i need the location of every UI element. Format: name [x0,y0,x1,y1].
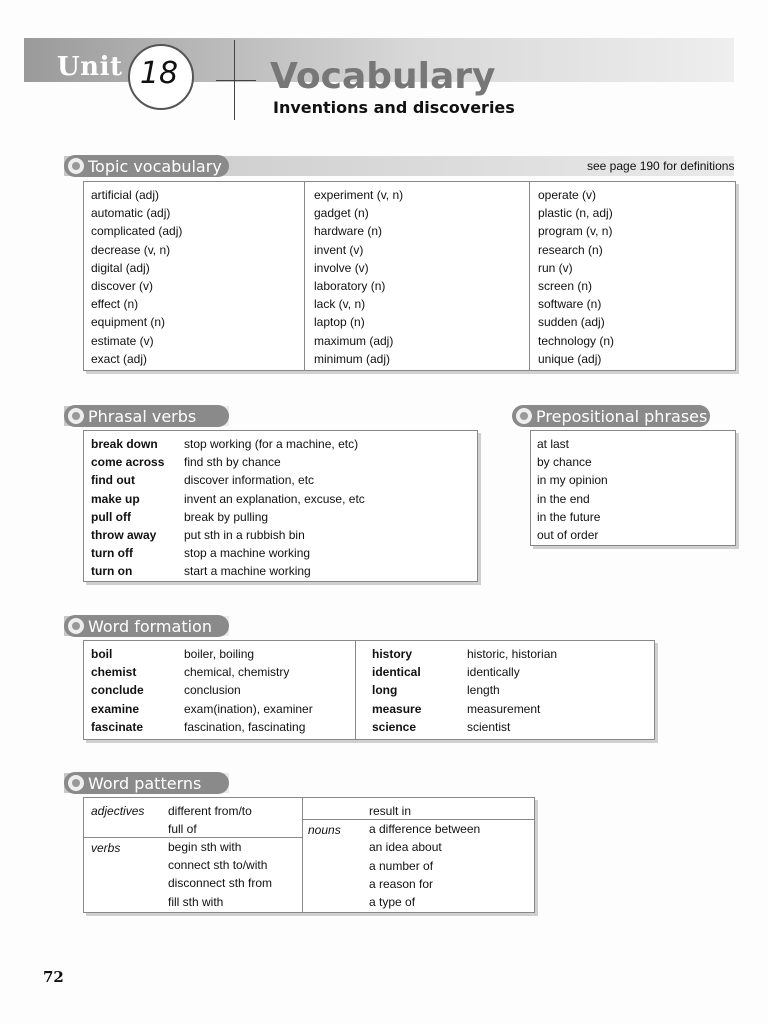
base-word: measure [372,701,422,716]
prepositional-phrase: in the future [537,509,601,524]
base-word: fascinate [91,719,144,734]
header-divider-horizontal [216,80,256,81]
topic-column-1 [91,186,182,368]
page-title: Vocabulary [270,56,496,97]
pattern-item: a reason for [369,876,434,891]
vocab-item: research (n) [538,242,603,257]
prepositional-phrase: in the end [537,491,590,506]
phrasal-verb: break down [91,437,158,451]
vocab-item: gadget (n) [314,206,369,221]
phrasal-meaning: stop a machine working [184,546,311,561]
phrasal-meaning: stop working (for a machine, etc) [184,437,359,451]
phrasal-verb: throw away [91,528,157,543]
vocab-item: plastic (n, adj) [538,206,613,221]
topic-heading-label: Topic vocabulary [88,156,222,176]
vocab-item: program (v, n) [538,224,613,239]
prepositional-phrases-table [530,430,736,546]
phrasal-meaning: put sth in a rubbish bin [184,528,305,543]
derived-forms: measurement [467,701,541,716]
pattern-item: result in [369,804,412,818]
vocab-item: software (n) [538,297,602,312]
vocab-item: experiment (v, n) [314,188,404,202]
topic-vocabulary-table [83,181,736,371]
topic-column-3 [538,186,614,368]
phrasal-meaning: discover information, etc [184,473,315,488]
vocab-item: unique (adj) [538,351,602,366]
bullet-icon [68,618,84,634]
base-word: history [372,647,413,661]
verb-patterns [168,838,272,911]
patterns-heading-label: Word patterns [88,773,202,793]
vocab-item: estimate (v) [91,333,154,348]
phrasal-verb: find out [91,473,135,488]
vocab-item: discover (v) [91,279,154,294]
phrasal-meaning: break by pulling [184,509,269,524]
phrasal-verb: come across [91,455,165,470]
derived-forms: boiler, boiling [184,647,255,661]
column-divider [302,798,303,912]
page-subtitle: Inventions and discoveries [273,98,515,117]
topic-column-2 [314,186,403,368]
prepositional-list [537,435,608,544]
base-word: chemist [91,665,137,680]
vocab-item: technology (n) [538,333,615,348]
phrasal-verb: pull off [91,509,131,524]
derived-forms: fascination, fascinating [184,719,306,734]
definitions-note: see page 190 for definitions [587,159,735,173]
vocab-item: maximum (adj) [314,333,394,348]
derived-forms: identically [467,665,520,680]
derived-forms: scientist [467,719,511,734]
vocab-item: digital (adj) [91,260,150,275]
vocab-item: laptop (n) [314,315,365,330]
phrasal-meaning: start a machine working [184,564,311,579]
derived-forms: chemical, chemistry [184,665,290,680]
nouns-label: nouns [308,823,341,837]
derived-forms: length [467,683,500,698]
prepositional-phrase: by chance [537,455,592,470]
phrasal-verb: turn off [91,546,133,561]
prepositional-phrase: out of order [537,528,599,543]
prepositional-phrase: at last [537,437,570,451]
vocab-item: hardware (n) [314,224,383,239]
derived-forms: historic, historian [467,647,558,661]
vocab-item: minimum (adj) [314,351,391,366]
phrasal-meaning: invent an explanation, excuse, etc [184,491,365,506]
bullet-icon [68,158,84,174]
base-word: conclude [91,683,144,698]
vocab-item: complicated (adj) [91,224,183,239]
pattern-item: fill sth with [168,894,224,909]
pattern-item: a number of [369,858,434,873]
page-number: 72 [43,968,64,986]
pattern-item: full of [168,822,197,837]
word-patterns-table [83,797,535,913]
vocab-item: artificial (adj) [91,188,160,202]
formation-right-forms [467,645,557,736]
verbs-label: verbs [91,841,121,855]
formation-left-forms [184,645,313,736]
pattern-item: disconnect sth from [168,876,273,891]
phrasal-verbs-list [91,435,164,581]
bullet-icon [68,408,84,424]
topic-vocabulary-heading [64,155,229,177]
phrasal-verb: make up [91,491,140,506]
vocab-item: effect (n) [91,297,139,312]
base-word: boil [91,647,113,661]
unit-number: 18 [139,56,179,91]
formation-heading-label: Word formation [88,616,212,636]
vocab-item: lack (v, n) [314,297,366,312]
vocab-item: involve (v) [314,260,369,275]
phrasal-verbs-table [83,430,478,582]
vocab-item: decrease (v, n) [91,242,171,257]
vocab-item: screen (n) [538,279,593,294]
base-word: long [372,683,398,698]
phrasal-meaning: find sth by chance [184,455,281,470]
vocab-item: exact (adj) [91,351,148,366]
pattern-item: different from/to [168,804,252,818]
vocab-item: sudden (adj) [538,315,605,330]
formation-right-words [372,645,421,736]
pattern-item: connect sth to/with [168,858,268,873]
vocab-item: operate (v) [538,188,597,202]
column-divider [529,182,530,370]
prepositional-heading-label: Prepositional phrases [536,406,708,426]
derived-forms: exam(ination), examiner [184,701,313,716]
base-word: identical [372,665,421,680]
base-word: science [372,719,417,734]
vocab-item: equipment (n) [91,315,166,330]
phrasal-heading-label: Phrasal verbs [88,406,197,426]
vocab-item: run (v) [538,260,573,275]
unit-label: Unit [57,52,123,82]
column-divider [355,641,356,739]
column-divider [304,182,305,370]
pattern-item: an idea about [369,840,442,855]
vocab-item: automatic (adj) [91,206,171,221]
prepositional-phrase: in my opinion [537,473,608,488]
phrasal-verbs-heading [64,405,229,427]
pattern-item: a type of [369,895,416,910]
phrasal-verb: turn on [91,564,133,579]
pattern-item: a difference between [369,822,481,837]
pattern-item: begin sth with [168,840,242,854]
vocab-item: invent (v) [314,242,364,257]
word-formation-heading [64,615,229,637]
vocab-item: laboratory (n) [314,279,386,294]
formation-left-words [91,645,144,736]
phrasal-meanings-list [184,435,365,581]
word-patterns-heading [64,772,229,794]
prepositional-phrases-heading [512,405,710,427]
noun-patterns [369,802,480,911]
bullet-icon [516,408,532,424]
word-formation-table [83,640,655,740]
base-word: examine [91,701,140,716]
derived-forms: conclusion [184,683,241,698]
adjective-patterns [168,802,252,838]
bullet-icon [68,775,84,791]
adjectives-label: adjectives [91,804,145,818]
